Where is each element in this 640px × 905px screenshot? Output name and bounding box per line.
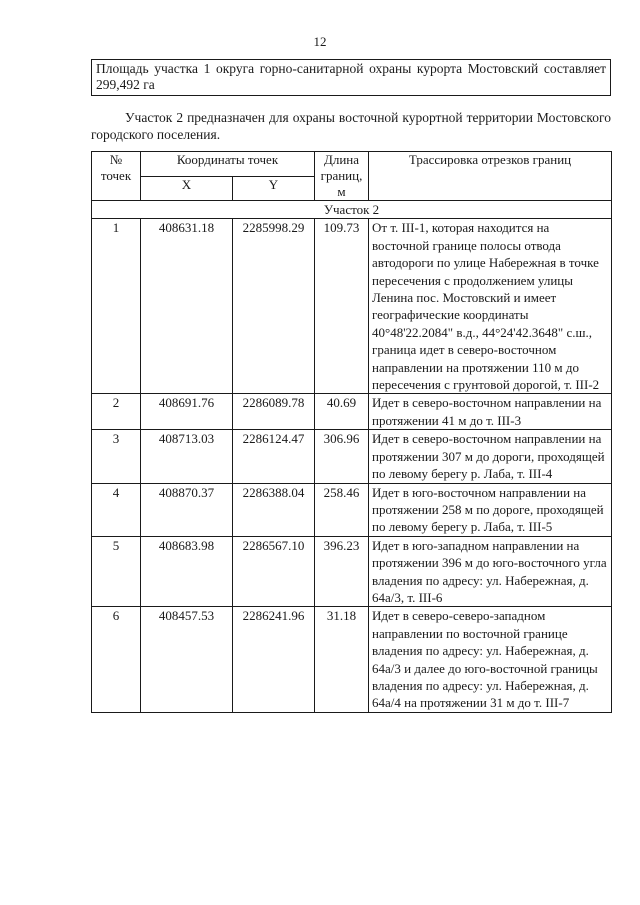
segment-description: Идет в юго-восточном направлении на протяжении 258 м по дороге, проходящей по левому берегу р. Лаба, т. III-5 [369,483,612,536]
segment-description: Идет в северо-восточном направлении на протяжении 307 м до дороги, проходящей по левому берегу р. Лаба, т. III-4 [369,430,612,483]
segment-length: 31.18 [315,607,369,712]
coord-y: 2286567.10 [233,536,315,607]
table-row [92,483,612,536]
coord-x: 408691.76 [141,394,233,430]
coord-x: 408870.37 [141,483,233,536]
point-number: 6 [92,607,141,712]
segment-description: Идет в юго-западном направлении на протяжении 396 м до юго-восточного угла владения по адресу: ул. Набережная, д. 64а/3, т. III-6 [369,536,612,607]
segment-length: 396.23 [315,536,369,607]
segment-description: Идет в северо-восточном направлении на протяжении 41 м до т. III-3 [369,394,612,430]
header-trace: Трассировка отрезков границ [369,152,612,201]
header-point-number: № точек [92,152,141,201]
coord-y: 2286241.96 [233,607,315,712]
header-coordinates: Координаты точек [141,152,315,177]
segment-length: 258.46 [315,483,369,536]
table-row [92,219,612,394]
segment-length: 40.69 [315,394,369,430]
header-y: Y [233,176,315,201]
segment-length: 306.96 [315,430,369,483]
table-row [92,394,612,430]
page-number: 12 [313,34,327,49]
section-title: Участок 2 [92,201,612,219]
table-row [92,430,612,483]
coord-x: 408713.03 [141,430,233,483]
point-number: 5 [92,536,141,607]
segment-length: 109.73 [315,219,369,394]
header-x: X [141,176,233,201]
coord-y: 2286124.47 [233,430,315,483]
header-length: Длина границ, м [315,152,369,201]
point-number: 1 [92,219,141,394]
coord-y: 2286388.04 [233,483,315,536]
boundary-coordinates-table [91,151,612,713]
section-intro-paragraph: Участок 2 предназначен для охраны восточной курортной территории Мостовского городского поселения. [91,110,611,142]
segment-description: От т. III-1, которая находится на восточной границе полосы отвода автодороги по улице Набережная в точке пересечения с продолжением улицы Ленина пос. Мостовский и имеет географические координаты 40°48'22.2084" в.д., 44°24'42.3648" с.ш., граница идет в северо-восточном направлении на протяжении 110 м до пересечения с грунтовой дорогой, т. III-2 [369,219,612,394]
coord-x: 408457.53 [141,607,233,712]
point-number: 2 [92,394,141,430]
coord-y: 2285998.29 [233,219,315,394]
area-statement-text: Площадь участка 1 округа горно-санитарной охраны курорта Мостовский составляет 299,492 га [96,61,606,92]
coord-y: 2286089.78 [233,394,315,430]
coord-x: 408683.98 [141,536,233,607]
point-number: 3 [92,430,141,483]
segment-description: Идет в северо-северо-западном направлении по восточной границе владения по адресу: ул. Набережная, д. 64а/3 и далее до юго-восточной границы владения по адресу: ул. Набережная, д. 64а/4 на протяжении 31 м до т. III-7 [369,607,612,712]
coord-x: 408631.18 [141,219,233,394]
table-row [92,536,612,607]
point-number: 4 [92,483,141,536]
table-row [92,607,612,712]
area-statement-box [91,59,611,96]
